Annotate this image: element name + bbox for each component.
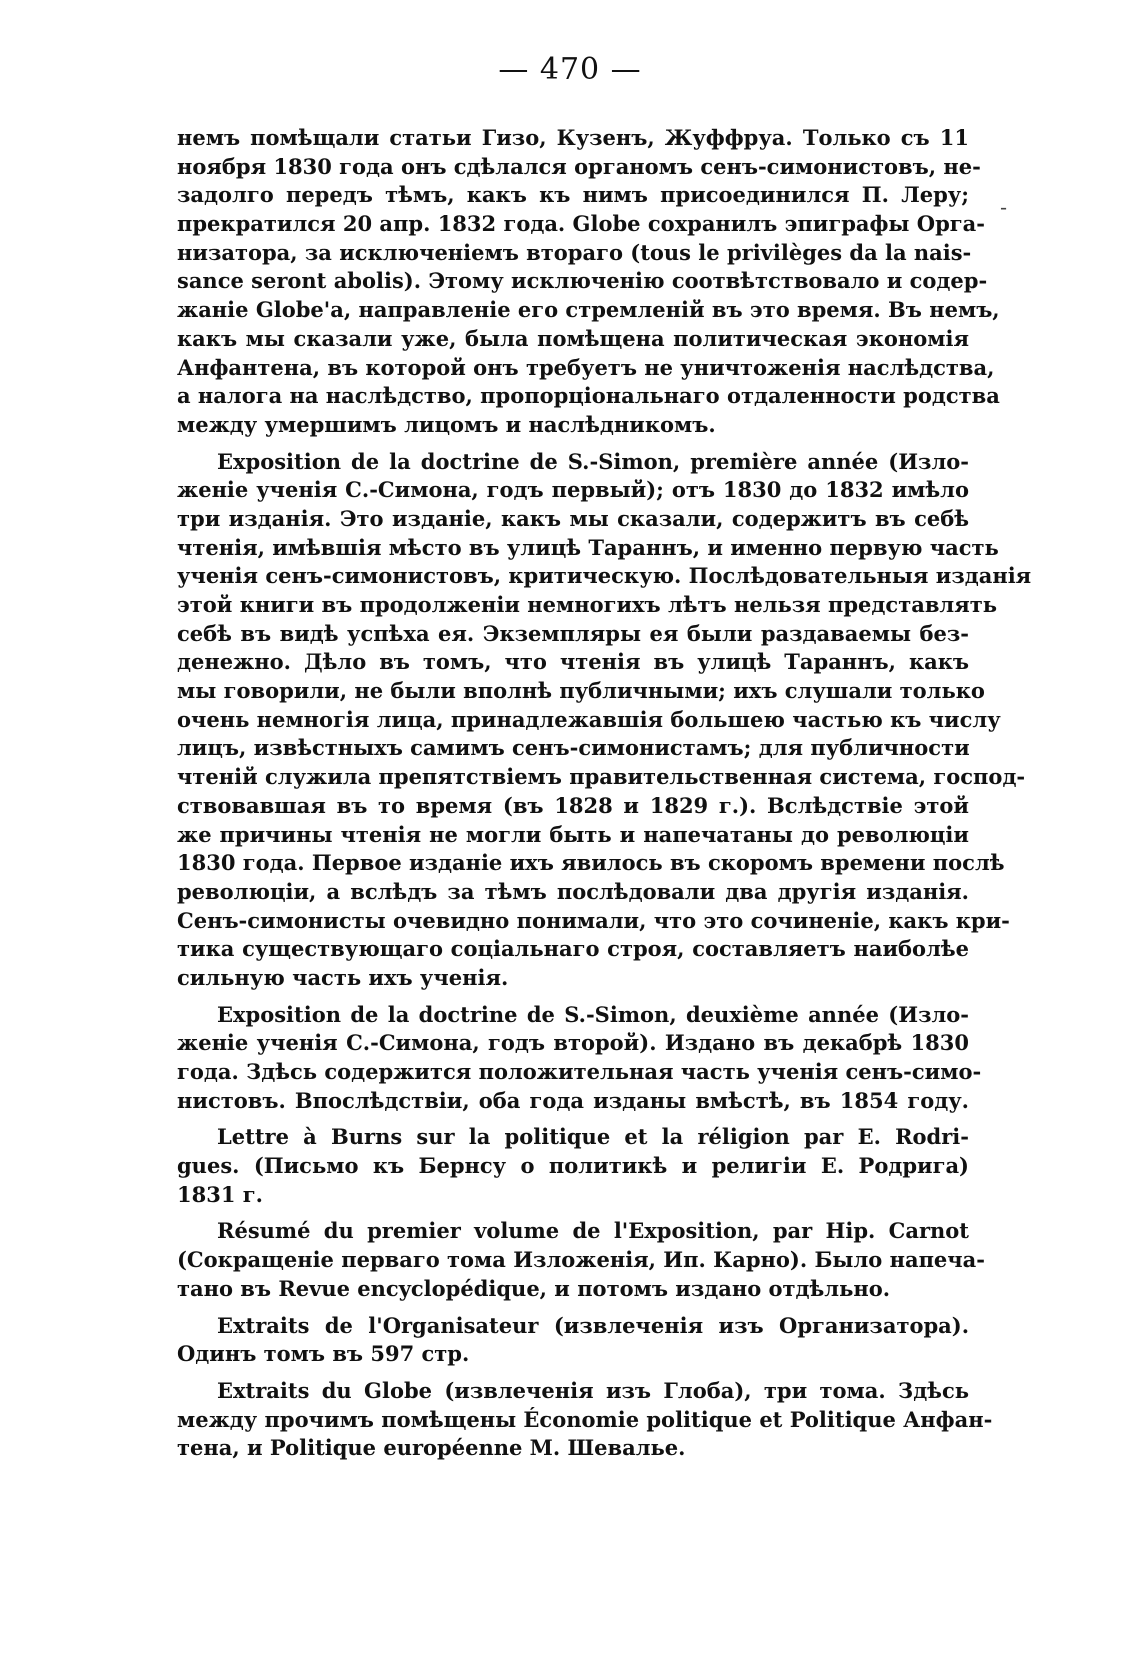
page-number: — 470 — (498, 52, 642, 87)
paragraph (177, 1217, 985, 1303)
text-line: немъ помѣщали статьи Гизо, Кузенъ, Жуффруа. Только съ 11 (177, 125, 969, 150)
body-text (177, 124, 1032, 1471)
text-line: же причины чтенія не могли быть и напечатаны до революціи (177, 821, 969, 847)
text-line: какъ мы сказали уже, была помѣщена политическая экономія (177, 325, 969, 351)
margin-mark: ˗ (1000, 196, 1008, 221)
text-line: себѣ въ видѣ успѣха ея. Экземпляры ея были раздаваемы без- (177, 620, 969, 646)
text-line: три изданія. Это изданіе, какъ мы сказали, содержитъ въ себѣ (177, 505, 969, 531)
text-line: чтенія, имѣвшія мѣсто въ улицѣ Тараннъ, и именно первую часть (177, 534, 999, 560)
text-line: Анфантена, въ которой онъ требуетъ не уничтоженія наслѣдства, (177, 354, 995, 380)
text-line: тика существующаго соціальнаго строя, составляетъ наиболѣе (177, 936, 969, 962)
text-line: этой книги въ продолженіи немногихъ лѣтъ нельзя представлять (177, 592, 997, 617)
text-line: между прочимъ помѣщены Économie politique et Politique Анфан- (177, 1406, 993, 1432)
text-line: чтеній служила препятствіемъ правительственная система, господ- (177, 764, 1026, 790)
text-line: прекратился 20 апр. 1832 года. Globe сохранилъ эпиграфы Орга- (177, 211, 985, 237)
text-line: женіе ученія С.-Симона, годъ второй). Издано въ декабрѣ 1830 (177, 1030, 969, 1056)
text-line: лицъ, извѣстныхъ самимъ сенъ-симонистамъ; для публичности (177, 735, 970, 761)
text-line: денежно. Дѣло въ томъ, что чтенія въ улицѣ Тараннъ, какъ (177, 649, 969, 675)
text-line: Résumé du premier volume de l'Exposition, par Hip. Carnot (217, 1218, 969, 1244)
text-line: Extraits de l'Organisateur (извлеченія изъ Организатора). (217, 1312, 969, 1338)
text-line: года. Здѣсь содержится положительная часть ученія сенъ-симо- (177, 1059, 982, 1084)
text-line: gues. (Письмо къ Бернсу о политикѣ и религіи Е. Родрига) (177, 1153, 969, 1179)
text-line: мы говорили, не были вполнѣ публичными; ихъ слушали только (177, 678, 985, 704)
paragraph (177, 1377, 993, 1463)
text-line: задолго передъ тѣмъ, какъ къ нимъ присоединился П. Леру; (177, 182, 969, 208)
paragraph (177, 1312, 969, 1369)
text-line: 1831 г. (177, 1181, 263, 1207)
text-line: между умершимъ лицомъ и наслѣдникомъ. (177, 411, 716, 437)
text-line: очень немногія лица, принадлежавшія большею частью къ числу (177, 706, 1001, 732)
text-line: ученія сенъ-симонистовъ, критическую. Послѣдовательныя изданія (177, 563, 1032, 589)
text-line: Сенъ-симонисты очевидно понимали, что это сочиненіе, какъ кри- (177, 907, 1010, 933)
text-line: низатора, за исключеніемъ втораго (tous le privilèges da la nais- (177, 239, 972, 265)
paragraph (177, 124, 1000, 440)
paragraph (177, 448, 1032, 993)
text-line: Одинъ томъ въ 597 стр. (177, 1341, 470, 1367)
text-line: женіе ученія С.-Симона, годъ первый); отъ 1830 до 1832 имѣло (177, 477, 969, 503)
text-line: жаніе Globe'а, направленіе его стремленій въ это время. Въ немъ, (177, 297, 1000, 323)
text-line: sance seront abolis). Этому исключенію соотвѣтствовало и содер- (177, 268, 988, 294)
text-line: ствовавшая въ то время (въ 1828 и 1829 г.). Вслѣдствіе этой (177, 792, 969, 818)
text-line: тано въ Revue encyclopédique, и потомъ издано отдѣльно. (177, 1275, 891, 1301)
text-line: ноября 1830 года онъ сдѣлался органомъ сенъ-симонистовъ, не- (177, 153, 981, 179)
text-line: нистовъ. Впослѣдствіи, оба года изданы вмѣстѣ, въ 1854 году. (177, 1087, 969, 1113)
text-line: Exposition de la doctrine de S.-Simon, deuxième année (Изло- (217, 1001, 969, 1027)
text-line: Exposition de la doctrine de S.-Simon, première année (Изло- (217, 448, 969, 474)
text-line: сильную часть ихъ ученія. (177, 964, 509, 990)
text-line: а налога на наслѣдство, пропорціональнаго отдаленности родства (177, 383, 1000, 409)
paragraph (177, 1123, 969, 1209)
text-line: (Сокращеніе перваго тома Изложенія, Ип. Карно). Было напеча- (177, 1247, 985, 1273)
text-line: революціи, а вслѣдъ за тѣмъ послѣдовали два другія изданія. (177, 878, 969, 904)
text-line: Extraits du Globe (извлеченія изъ Глоба), три тома. Здѣсь (217, 1377, 969, 1403)
text-line: 1830 года. Первое изданіе ихъ явилось въ скоромъ времени послѣ (177, 850, 1005, 876)
text-line: тена, и Politique européenne М. Шевалье. (177, 1435, 686, 1461)
paragraph (177, 1001, 982, 1116)
text-line: Lettre à Burns sur la politique et la réligion par E. Rodri- (217, 1124, 969, 1150)
